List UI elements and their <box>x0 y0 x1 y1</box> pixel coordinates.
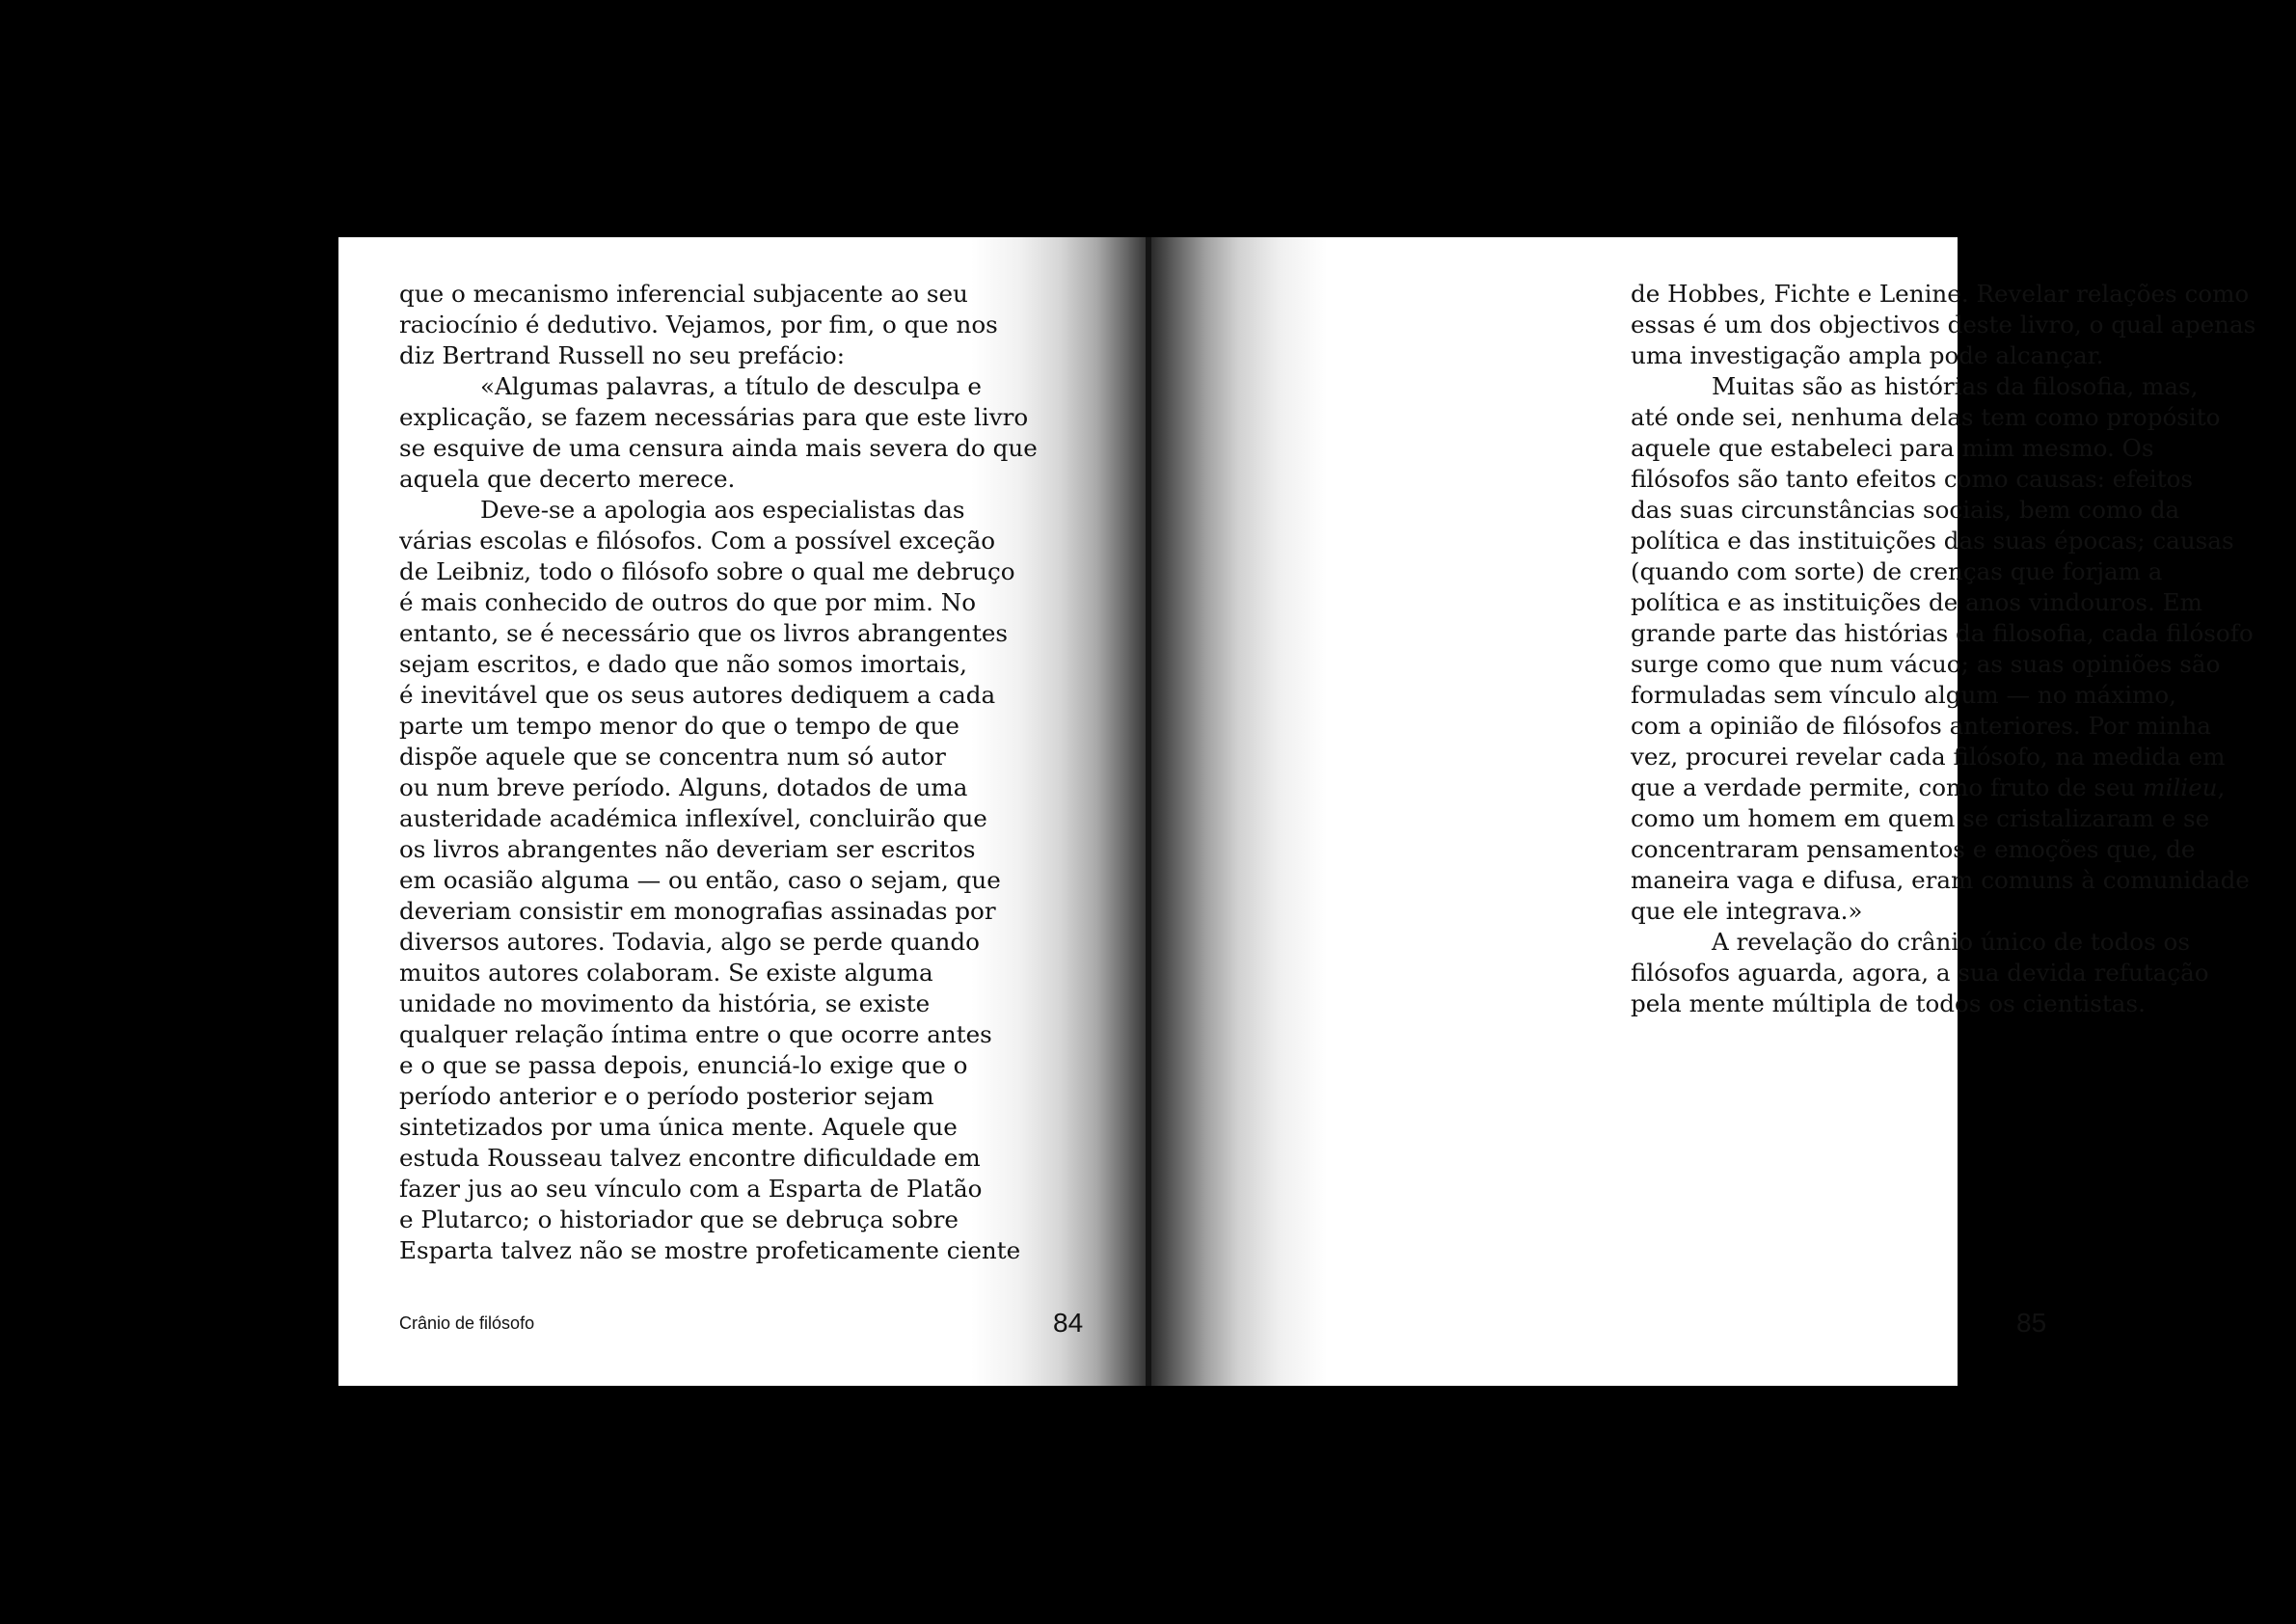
text-line: concentraram pensamentos e emoções que, de <box>1631 835 2196 863</box>
text-line: «Algumas palavras, a título de desculpa e <box>480 372 982 400</box>
text-line: diz Bertrand Russell no seu prefácio: <box>399 341 846 369</box>
text-line: unidade no movimento da história, se existe <box>399 989 931 1017</box>
text-line: deveriam consistir em monografias assinadas por <box>399 897 996 925</box>
text-line: parte um tempo menor do que o tempo de que <box>399 712 959 740</box>
book-gutter <box>1146 237 1151 1386</box>
italic-term: milieu <box>2143 773 2218 801</box>
text-line: de Hobbes, Fichte e Lenine. Revelar relações como <box>1631 280 2250 308</box>
text-line: explicação, se fazem necessárias para que este livro <box>399 403 1029 431</box>
text-line: fazer jus ao seu vínculo com a Esparta de Platão <box>399 1175 983 1203</box>
text-line <box>1631 772 2255 803</box>
text-line: dispõe aquele que se concentra num só autor <box>399 743 946 771</box>
left-page <box>338 237 1149 1386</box>
text-line: estuda Rousseau talvez encontre dificuldade em <box>399 1144 981 1172</box>
text-line: Esparta talvez não se mostre profeticamente ciente <box>399 1236 1021 1264</box>
text-line: várias escolas e filósofos. Com a possível exceção <box>399 527 996 555</box>
text-line: essas é um dos objectivos deste livro, o qual apenas <box>1631 311 2256 338</box>
text-line: que ele integrava.» <box>1631 897 1863 925</box>
text-line: é inevitável que os seus autores dediquem a cada <box>399 681 996 709</box>
text-line: Deve-se a apologia aos especialistas das <box>480 496 965 524</box>
text-line: ou num breve período. Alguns, dotados de uma <box>399 773 968 801</box>
text-line: aquela que decerto merece. <box>399 465 736 493</box>
text-line: uma investigação ampla pode alcançar. <box>1631 341 2104 369</box>
running-title: Crânio de filósofo <box>399 1313 535 1333</box>
text-line: entanto, se é necessário que os livros abrangentes <box>399 619 1009 647</box>
text-line: de Leibniz, todo o filósofo sobre o qual me debruço <box>399 557 1015 585</box>
text-fragment: , <box>2217 773 2226 801</box>
text-line: austeridade académica inflexível, concluirão que <box>399 804 987 832</box>
text-line: formuladas sem vínculo algum — no máximo, <box>1631 681 2177 709</box>
text-line: os livros abrangentes não deveriam ser escritos <box>399 835 976 863</box>
text-line: pela mente múltipla de todos os cientistas. <box>1631 989 2146 1017</box>
text-line: vez, procurei revelar cada filósofo, na medida em <box>1631 743 2226 771</box>
text-line: maneira vaga e difusa, eram comuns à comunidade <box>1631 866 2250 894</box>
text-line: das suas circunstâncias sociais, bem como da <box>1631 496 2180 524</box>
left-page-body-text <box>399 279 1038 1266</box>
text-line: como um homem em quem se cristalizaram e se <box>1631 804 2210 832</box>
text-line: filósofos aguarda, agora, a sua devida refutação <box>1631 959 2209 987</box>
text-line: período anterior e o período posterior sejam <box>399 1082 934 1110</box>
text-line: e o que se passa depois, enunciá-lo exige que o <box>399 1051 968 1079</box>
text-line: com a opinião de filósofos anteriores. Por minha <box>1631 712 2211 740</box>
text-line: sejam escritos, e dado que não somos imortais, <box>399 650 967 678</box>
text-line: filósofos são tanto efeitos como causas: efeitos <box>1631 465 2194 493</box>
text-line: raciocínio é dedutivo. Vejamos, por fim, o que nos <box>399 311 998 338</box>
page-number-right: 85 <box>2016 1308 2047 1338</box>
text-line: política e das instituições das suas épocas; causas <box>1631 527 2234 555</box>
right-page-body-text <box>1631 279 2255 1019</box>
text-line: e Plutarco; o historiador que se debruça sobre <box>399 1205 959 1233</box>
text-line: se esquive de uma censura ainda mais severa do que <box>399 434 1038 462</box>
text-line: em ocasião alguma — ou então, caso o sejam, que <box>399 866 1001 894</box>
text-line: sintetizados por uma única mente. Aquele que <box>399 1113 958 1141</box>
text-line: é mais conhecido de outros do que por mim. No <box>399 588 977 616</box>
text-line: A revelação do crânio único de todos os <box>1712 928 2190 956</box>
book-spread <box>338 237 2256 1386</box>
text-line: Muitas são as histórias da filosofia, mas, <box>1712 372 2199 400</box>
text-fragment: que a verdade permite, como fruto de seu <box>1631 773 2144 801</box>
text-line: política e as instituições de anos vindouros. Em <box>1631 588 2202 616</box>
text-line: muitos autores colaboram. Se existe alguma <box>399 959 933 987</box>
text-line: surge como que num vácuo; as suas opiniões são <box>1631 650 2221 678</box>
text-line: diversos autores. Todavia, algo se perde quando <box>399 928 980 956</box>
text-line: aquele que estabeleci para mim mesmo. Os <box>1631 434 2154 462</box>
text-line: grande parte das histórias da filosofia, cada filósofo <box>1631 619 2254 647</box>
page-number-left: 84 <box>1053 1308 1084 1338</box>
text-line: até onde sei, nenhuma delas tem como propósito <box>1631 403 2221 431</box>
text-line: que o mecanismo inferencial subjacente ao seu <box>399 280 968 308</box>
text-line: (quando com sorte) de crenças que forjam a <box>1631 557 2163 585</box>
text-line: qualquer relação íntima entre o que ocorre antes <box>399 1020 992 1048</box>
right-page <box>1149 237 2256 1386</box>
